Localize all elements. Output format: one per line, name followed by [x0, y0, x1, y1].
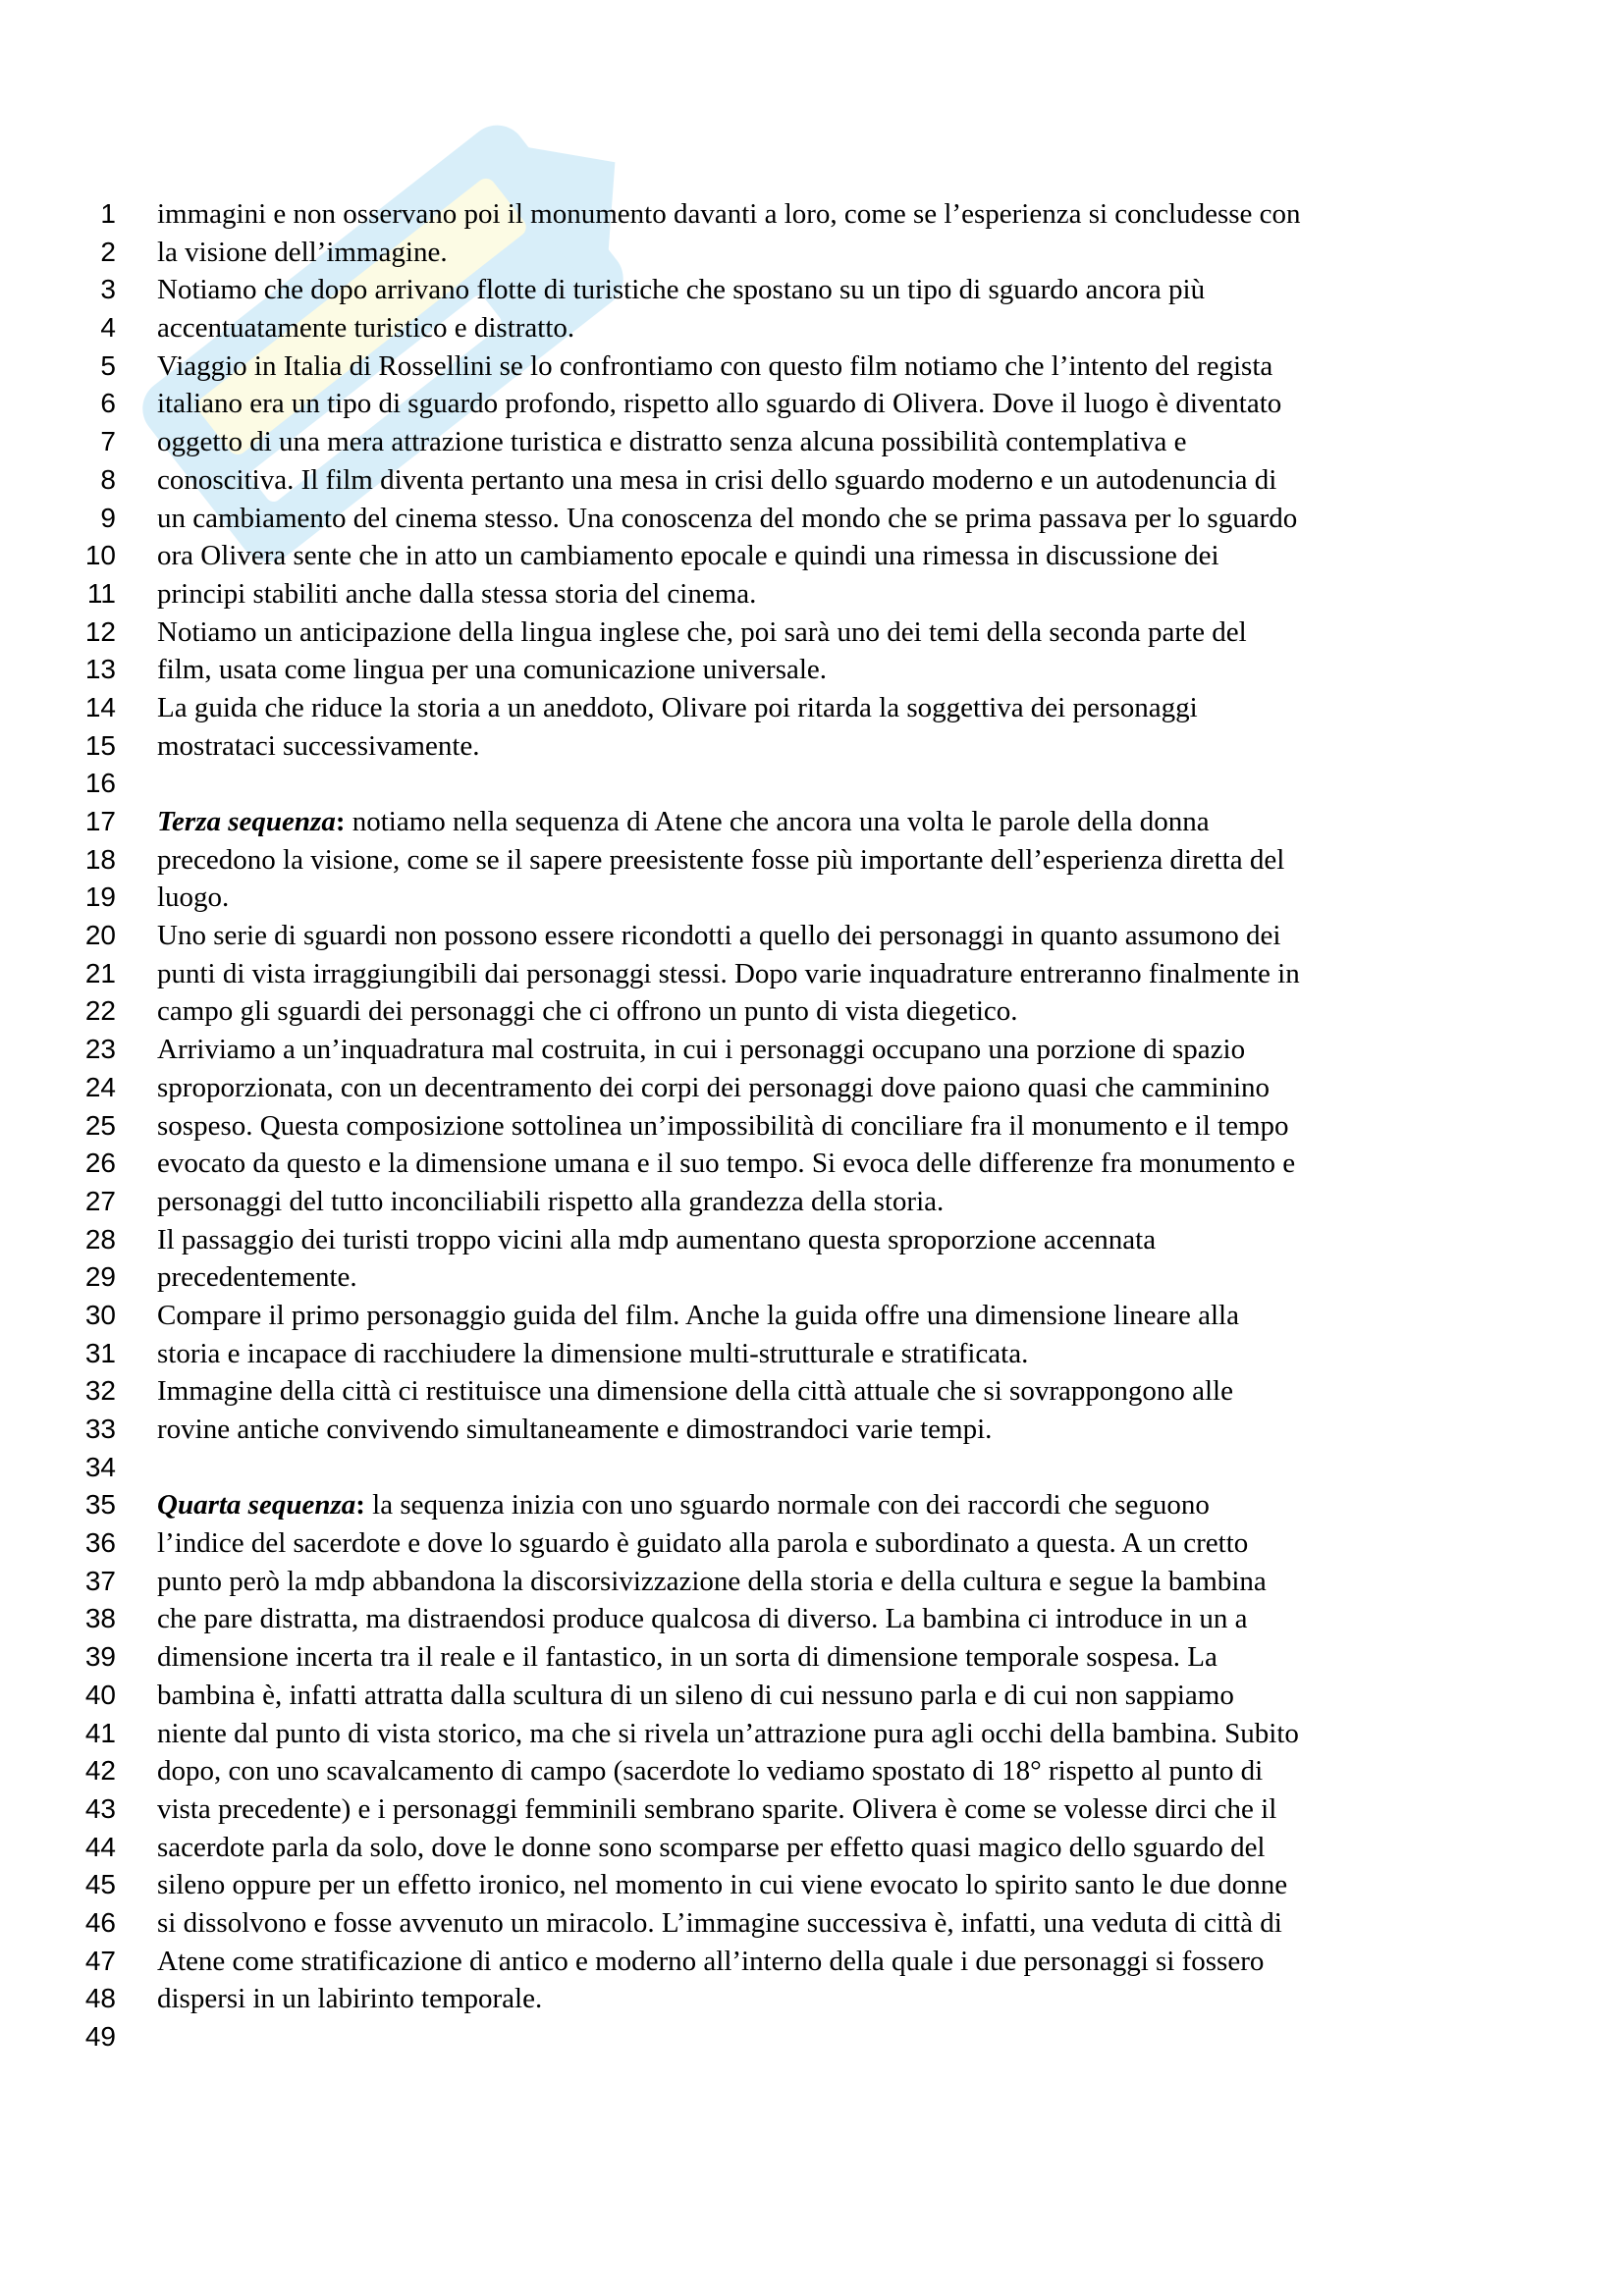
text-line — [0, 917, 1623, 955]
text-line — [0, 1943, 1623, 1981]
line-number: 18 — [84, 843, 116, 875]
text-line — [0, 1677, 1623, 1715]
line-text — [157, 1069, 1270, 1107]
line-content: Il passaggio dei turisti troppo vicini alla mdp aumentano questa sproporzione accennata — [157, 1223, 1157, 1255]
line-text — [157, 992, 1018, 1031]
text-line — [0, 992, 1623, 1031]
text-line — [0, 1638, 1623, 1677]
text-line — [0, 309, 1623, 347]
line-number: 31 — [84, 1337, 116, 1368]
line-number: 14 — [84, 691, 116, 722]
line-text — [157, 1145, 1295, 1183]
line-text — [157, 575, 756, 614]
text-line — [0, 727, 1623, 766]
text-line — [0, 1069, 1623, 1107]
line-text — [157, 1790, 1276, 1829]
line-text — [157, 841, 1284, 880]
line-text — [157, 1943, 1264, 1981]
line-number: 36 — [84, 1527, 116, 1559]
line-text — [157, 309, 574, 347]
line-text — [157, 803, 1210, 841]
text-line — [0, 234, 1623, 272]
section-heading: Terza sequenza — [157, 806, 336, 837]
line-text — [157, 1677, 1234, 1715]
line-text — [157, 1183, 944, 1221]
text-line — [0, 803, 1623, 841]
line-text — [157, 1372, 1233, 1411]
text-line — [0, 1335, 1623, 1373]
text-line — [0, 614, 1623, 652]
line-number: 43 — [84, 1792, 116, 1824]
line-number: 19 — [84, 881, 116, 913]
line-content: Notiamo un anticipazione della lingua inglese che, poi sarà uno dei temi della seconda parte del — [157, 615, 1247, 648]
line-text — [157, 234, 448, 272]
line-content: punto però la mdp abbandona la discorsivizzazione della storia e della cultura e segue la bambina — [157, 1565, 1267, 1597]
line-text — [157, 651, 827, 689]
text-line — [0, 500, 1623, 538]
line-text — [157, 461, 1276, 500]
line-number: 28 — [84, 1223, 116, 1255]
line-content: sproporzionata, con un decentramento dei corpi dei personaggi dove paiono quasi che camminino — [157, 1071, 1271, 1103]
line-number: 25 — [84, 1109, 116, 1141]
line-text — [157, 537, 1219, 575]
line-text — [157, 727, 480, 766]
line-text — [157, 1563, 1267, 1601]
line-number: 23 — [84, 1034, 116, 1065]
line-text — [157, 1752, 1263, 1790]
text-line — [0, 461, 1623, 500]
text-line — [0, 385, 1623, 423]
text-line — [0, 841, 1623, 880]
text-line — [0, 765, 1623, 803]
text-line — [0, 1486, 1623, 1524]
line-content: Notiamo che dopo arrivano flotte di turistiche che spostano su un tipo di sguardo ancora più — [157, 274, 1206, 306]
text-line — [0, 423, 1623, 461]
line-number: 22 — [84, 995, 116, 1027]
text-line — [0, 879, 1623, 917]
line-text — [157, 1866, 1287, 1904]
text-line — [0, 575, 1623, 614]
line-number: 5 — [100, 349, 116, 381]
line-content: Arriviamo a un’inquadratura mal costruita, in cui i personaggi occupano una porzione di spazio — [157, 1034, 1246, 1066]
line-number: 15 — [84, 729, 116, 761]
line-number: 24 — [84, 1071, 116, 1102]
line-number: 44 — [84, 1831, 116, 1862]
line-text — [157, 1221, 1156, 1259]
heading-colon: : — [355, 1489, 365, 1522]
line-text — [157, 271, 1205, 309]
line-number: 16 — [84, 768, 116, 799]
line-content: conoscitiva. Il film diventa pertanto una mesa in crisi dello sguardo moderno e un autodenuncia di — [157, 463, 1277, 496]
line-content: la visione dell’immagine. — [157, 236, 448, 268]
line-content: la sequenza inizia con uno sguardo normale con dei raccordi che seguono — [364, 1489, 1210, 1522]
line-text — [157, 423, 1186, 461]
line-text — [157, 1107, 1289, 1146]
text-line — [0, 1297, 1623, 1335]
line-number: 33 — [84, 1414, 116, 1444]
text-line — [0, 1031, 1623, 1069]
line-content: Atene come stratificazione di antico e moderno all’interno della quale i due personaggi si fossero — [157, 1945, 1265, 1977]
line-content: storia e incapace di racchiudere la dimensione multi-strutturale e stratificata. — [157, 1337, 1029, 1369]
line-text — [157, 1031, 1245, 1069]
line-content: luogo. — [157, 881, 230, 914]
text-line — [0, 689, 1623, 727]
line-text — [157, 1904, 1282, 1943]
line-text — [157, 879, 229, 917]
line-number: 12 — [84, 615, 116, 647]
line-content: dopo, con uno scavalcamento di campo (sacerdote lo vediamo spostato di 18° rispetto al punto di — [157, 1755, 1264, 1788]
line-content: Uno serie di sguardi non possono essere ricondotti a quello dei personaggi in quanto assumono dei — [157, 920, 1281, 952]
line-content: rovine antiche convivendo simultaneamente e dimostrandoci varie tempi. — [157, 1414, 993, 1445]
line-number: 49 — [84, 2021, 116, 2052]
line-content: film, usata come lingua per una comunicazione universale. — [157, 654, 828, 686]
line-number: 11 — [86, 577, 116, 609]
line-number: 7 — [100, 426, 116, 457]
line-content: sileno oppure per un effetto ironico, nel momento in cui viene evocato lo spirito santo le due donne — [157, 1869, 1288, 1901]
line-content: evocato da questo e la dimensione umana e il suo tempo. Si evoca delle differenze fra monumento e — [157, 1148, 1296, 1180]
line-text — [157, 1829, 1266, 1867]
line-number: 48 — [84, 1983, 116, 2014]
line-number: 27 — [84, 1185, 116, 1216]
text-line — [0, 1752, 1623, 1790]
line-number: 35 — [84, 1489, 116, 1521]
line-text — [157, 689, 1198, 727]
line-number: 21 — [84, 957, 116, 988]
text-line — [0, 347, 1623, 386]
line-number: 20 — [84, 920, 116, 951]
text-line — [0, 1715, 1623, 1753]
line-number: 39 — [84, 1641, 116, 1673]
line-number: 10 — [84, 540, 116, 571]
line-text — [157, 1411, 992, 1449]
line-text — [157, 1335, 1028, 1373]
line-content: accentuatamente turistico e distratto. — [157, 312, 575, 345]
line-number: 29 — [84, 1261, 116, 1293]
text-line — [0, 1183, 1623, 1221]
line-number: 47 — [84, 1945, 116, 1976]
text-line — [0, 537, 1623, 575]
line-text — [157, 500, 1297, 538]
line-text — [157, 385, 1281, 423]
text-line — [0, 1829, 1623, 1867]
line-content: precedentemente. — [157, 1261, 357, 1294]
line-text — [157, 614, 1247, 652]
line-number: 45 — [84, 1869, 116, 1900]
line-number: 30 — [84, 1299, 116, 1330]
line-text — [157, 1524, 1248, 1563]
line-text — [157, 1486, 1210, 1524]
text-line — [0, 1145, 1623, 1183]
line-content: precedono la visione, come se il sapere preesistente fosse più importante dell’esperienza diretta del — [157, 843, 1285, 876]
line-text — [157, 955, 1300, 993]
line-number: 38 — [84, 1603, 116, 1634]
text-line — [0, 1866, 1623, 1904]
line-content: Immagine della città ci restituisce una dimensione della città attuale che si sovrappongono alle — [157, 1375, 1233, 1408]
line-numbered-text — [0, 195, 1623, 2056]
heading-colon: : — [335, 806, 346, 837]
line-number: 37 — [84, 1565, 116, 1596]
line-content: un cambiamento del cinema stesso. Una conoscenza del mondo che se prima passava per lo sguardo — [157, 502, 1298, 534]
text-line — [0, 1449, 1623, 1487]
line-text — [157, 917, 1280, 955]
line-content: personaggi del tutto inconciliabili rispetto alla grandezza della storia. — [157, 1185, 945, 1217]
line-content: italiano era un tipo di sguardo profondo, rispetto allo sguardo di Olivera. Dove il luogo è diventato — [157, 388, 1282, 420]
text-line — [0, 1107, 1623, 1146]
text-line — [0, 1790, 1623, 1829]
line-content: dimensione incerta tra il reale e il fantastico, in un sorta di dimensione temporale sospesa. La — [157, 1641, 1217, 1674]
text-line — [0, 195, 1623, 234]
line-text — [157, 1297, 1239, 1335]
text-line — [0, 1221, 1623, 1259]
line-content: niente dal punto di vista storico, ma che si rivela un’attrazione pura agli occhi della bambina. Subito — [157, 1717, 1299, 1749]
line-content: che pare distratta, ma distraendosi produce qualcosa di diverso. La bambina ci introduce in un a — [157, 1603, 1248, 1635]
line-text — [157, 1258, 357, 1297]
line-content: dispersi in un labirinto temporale. — [157, 1983, 543, 2015]
text-line — [0, 651, 1623, 689]
line-number: 3 — [100, 274, 116, 305]
text-line — [0, 1563, 1623, 1601]
line-number: 1 — [100, 198, 116, 229]
line-content: l’indice del sacerdote e dove lo sguardo è guidato alla parola e subordinato a questa. A un cretto — [157, 1527, 1249, 1560]
text-line — [0, 1411, 1623, 1449]
line-number: 26 — [84, 1148, 116, 1179]
line-content: Viaggio in Italia di Rossellini se lo confrontiamo con questo film notiamo che l’intento del regista — [157, 349, 1273, 382]
line-content: ora Olivera sente che in atto un cambiamento epocale e quindi una rimessa in discussione dei — [157, 540, 1219, 572]
line-content: La guida che riduce la storia a un aneddoto, Olivare poi ritarda la soggettiva dei personaggi — [157, 691, 1198, 723]
line-content: oggetto di una mera attrazione turistica e distratto senza alcuna possibilità contemplativa e — [157, 426, 1187, 458]
line-content: si dissolvono e fosse avvenuto un miracolo. L’immagine successiva è, infatti, una veduta di città di — [157, 1906, 1282, 1939]
line-content: notiamo nella sequenza di Atene che ancora una volta le parole della donna — [345, 806, 1210, 837]
text-line — [0, 1258, 1623, 1297]
text-line — [0, 955, 1623, 993]
line-number: 17 — [84, 806, 116, 836]
line-text — [157, 1600, 1247, 1638]
line-content: sospeso. Questa composizione sottolinea un’impossibilità di conciliare fra il monumento e il tempo — [157, 1109, 1289, 1142]
text-line — [0, 271, 1623, 309]
line-content: mostrataci successivamente. — [157, 729, 480, 762]
line-text — [157, 1638, 1217, 1677]
line-number: 34 — [84, 1451, 116, 1482]
line-number: 9 — [100, 502, 116, 533]
text-line — [0, 1600, 1623, 1638]
text-line — [0, 1372, 1623, 1411]
line-number: 41 — [84, 1717, 116, 1748]
line-content: principi stabiliti anche dalla stessa storia del cinema. — [157, 577, 757, 610]
text-line — [0, 1904, 1623, 1943]
text-line — [0, 1980, 1623, 2018]
line-number: 13 — [84, 654, 116, 685]
text-line — [0, 1524, 1623, 1563]
text-line — [0, 2018, 1623, 2056]
line-text — [157, 195, 1301, 234]
line-text — [157, 347, 1272, 386]
line-content: campo gli sguardi dei personaggi che ci offrono un punto di vista diegetico. — [157, 995, 1018, 1028]
line-content: vista precedente) e i personaggi femminili sembrano sparite. Olivera è come se volesse dirci che il — [157, 1792, 1277, 1825]
section-heading: Quarta sequenza — [157, 1489, 356, 1522]
line-content: punti di vista irraggiungibili dai personaggi stessi. Dopo varie inquadrature entreranno finalmente in — [157, 957, 1300, 989]
line-content: sacerdote parla da solo, dove le donne sono scomparse per effetto quasi magico dello sguardo del — [157, 1831, 1266, 1863]
line-number: 4 — [100, 312, 116, 344]
line-content: immagini e non osservano poi il monumento davanti a loro, come se l’esperienza si concludesse con — [157, 198, 1301, 230]
line-number: 32 — [84, 1375, 116, 1407]
line-content: Compare il primo personaggio guida del film. Anche la guida offre una dimensione lineare alla — [157, 1299, 1239, 1331]
line-text — [157, 1715, 1299, 1753]
line-content: bambina è, infatti attratta dalla scultura di un sileno di cui nessuno parla e di cui non sappiamo — [157, 1679, 1234, 1711]
line-number: 2 — [100, 236, 116, 267]
line-number: 6 — [100, 388, 116, 419]
line-number: 42 — [84, 1755, 116, 1787]
line-text — [157, 1980, 542, 2018]
line-number: 8 — [100, 463, 116, 495]
line-number: 40 — [84, 1679, 116, 1710]
line-number: 46 — [84, 1906, 116, 1938]
